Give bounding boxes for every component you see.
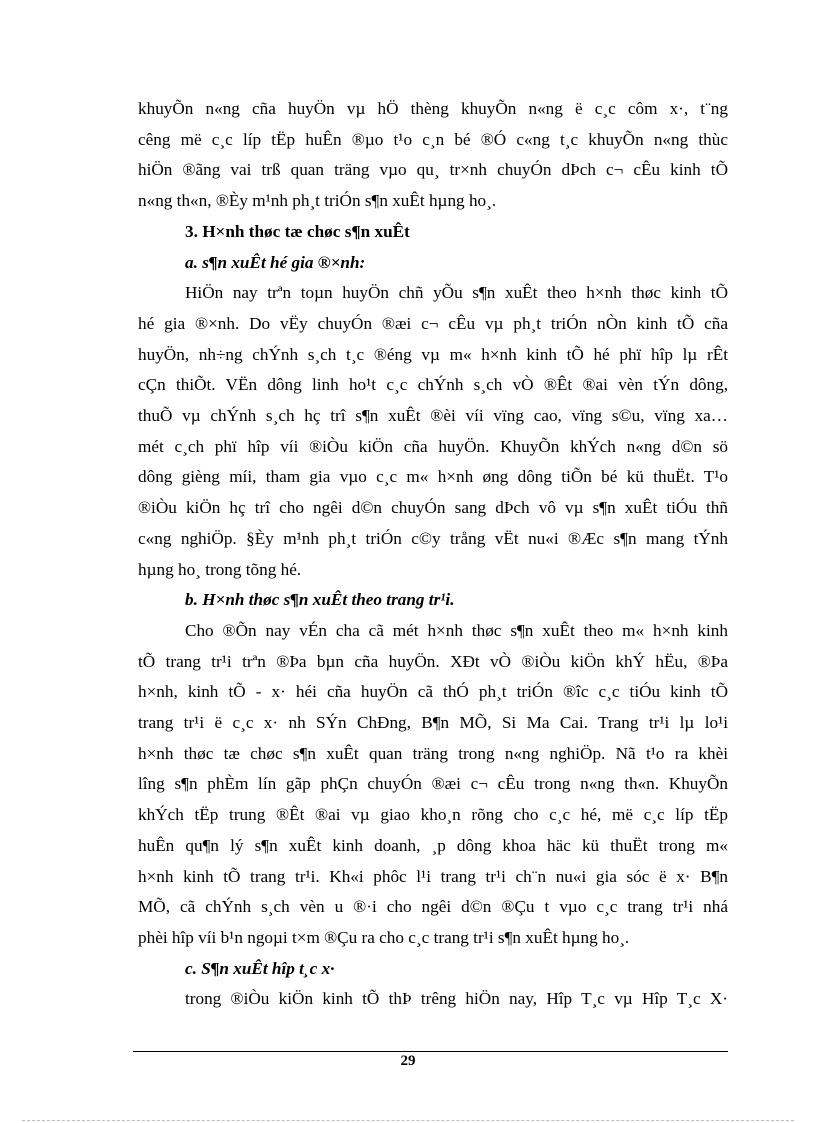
subsection-heading: c. S¶n xuÊt hîp t¸c x· [185, 958, 335, 978]
paragraph-line: MÕ, cã chÝnh s¸ch vèn u ®·i cho ngêi d©n ®Çu t vµo c¸c trang tr¹i nhá [138, 897, 728, 917]
paragraph-line: h×nh kinh tÕ trang tr¹i. Kh«i phôc l¹i trang tr¹i ch¨n nu«i gia sóc ë x· B¶n [138, 866, 728, 886]
paragraph-line: khuyÕn n«ng cña huyÖn vµ hÖ thèng khuyÕn n«ng ë c¸c côm x·, t¨ng [138, 99, 728, 118]
paragraph-line: huÊn qu¶n lý s¶n xuÊt kinh doanh, ¸p dông khoa häc kü thuËt trong m« [138, 835, 728, 855]
paragraph-line: ®iÒu kiÖn hç trî cho ngêi d©n chuyÓn sang dÞch vô vµ s¶n xuÊt tiÓu thñ [138, 498, 728, 518]
paragraph-line: h×nh, kinh tÕ - x· héi cña huyÖn cã thÓ ph¸t triÓn ®îc c¸c tiÓu kinh tÕ [138, 682, 728, 702]
paragraph-line: cÇn thiÕt. VËn dông linh ho¹t c¸c chÝnh s¸ch vÒ ®Êt ®ai vèn tÝn dông, [138, 375, 728, 395]
subsection-heading: b. H×nh thøc s¶n xuÊt theo trang tr¹i. [185, 590, 455, 610]
paragraph-line: thuÕ vµ chÝnh s¸ch hç trî s¶n xuÊt ®èi víi vïng cao, vïng s©u, vïng xa… [138, 406, 728, 425]
paragraph-line: trong ®iÒu kiÖn kinh tÕ thÞ trêng hiÖn nay, Hîp T¸c vµ Hîp T¸c X· [185, 989, 728, 1009]
page-edge-dashes [22, 1120, 794, 1121]
section-heading: 3. H×nh thøc tæ chøc s¶n xuÊt [185, 221, 410, 241]
paragraph-line: HiÖn nay trªn toµn huyÖn chñ yÕu s¶n xuÊt theo h×nh thøc kinh tÕ [185, 283, 728, 303]
paragraph-line: c«ng nghiÖp. §Èy m¹nh ph¸t triÓn c©y trång vËt nu«i ®Æc s¶n mang tÝnh [138, 528, 728, 548]
paragraph-line: lîng s¶n phÈm lín gãp phÇn chuyÓn ®æi c¬ cÊu trong n«ng th«n. KhuyÕn [138, 774, 728, 794]
page-number: 29 [400, 1053, 416, 1069]
paragraph-line: hé gia ®×nh. Do vËy chuyÓn ®æi c¬ cÊu vµ ph¸t triÓn nÒn kinh tÕ cña [138, 313, 728, 333]
paragraph-line: trang tr¹i ë c¸c x· nh SÝn ChÐng, B¶n MÕ, Si Ma Cai. Trang tr¹i lµ lo¹i [138, 713, 728, 732]
paragraph-line: h×nh thøc tæ chøc s¶n xuÊt quan träng trong n«ng nghiÖp. Nã t¹o ra khèi [138, 743, 728, 763]
paragraph-line: khÝch tËp trung ®Êt ®ai vµ giao kho¸n rõng cho c¸c hé, më c¸c líp tËp [138, 805, 728, 825]
subsection-heading: a. s¶n xuÊt hé gia ®×nh: [185, 252, 366, 272]
paragraph-line: phèi hîp víi b¹n ngoµi t×m ®Çu ra cho c¸c trang tr¹i s¶n xuÊt hµng ho¸. [138, 927, 630, 947]
paragraph-line: dông gièng míi, tham gia vµo c¸c m« h×nh øng dông tiÕn bé kü thuËt. T¹o [138, 467, 728, 487]
paragraph-line: cêng më c¸c líp tËp huÊn ®µo t¹o c¸n bé ®Ó c«ng t¸c khuyÕn n«ng thùc [138, 129, 728, 149]
footer-divider [133, 1051, 728, 1052]
paragraph-line: Cho ®Õn nay vÉn cha cã mét h×nh thøc s¶n xuÊt theo m« h×nh kinh [185, 620, 728, 640]
paragraph-line: n«ng th«n, ®Èy m¹nh ph¸t triÓn s¶n xuÊt hµng ho¸. [138, 191, 497, 211]
paragraph-line: huyÖn, nh÷ng chÝnh s¸ch t¸c ®éng vµ m« h×nh kinh tÕ hé phï hîp lµ rÊt [138, 344, 728, 364]
paragraph-line: tÕ trang tr¹i trªn ®Þa bµn cña huyÖn. XÐt vÒ ®iÒu kiÖn khÝ hËu, ®Þa [138, 651, 728, 671]
paragraph-line: hiÖn ®ãng vai trß quan träng vµo qu¸ tr×nh chuyÓn dÞch c¬ cÊu kinh tÕ [138, 160, 728, 180]
paragraph-line: mét c¸ch phï hîp víi ®iÒu kiÖn cña huyÖn. KhuyÕn khÝch n«ng d©n sö [138, 436, 728, 456]
paragraph-line: hµng ho¸ trong tõng hé. [138, 559, 302, 579]
